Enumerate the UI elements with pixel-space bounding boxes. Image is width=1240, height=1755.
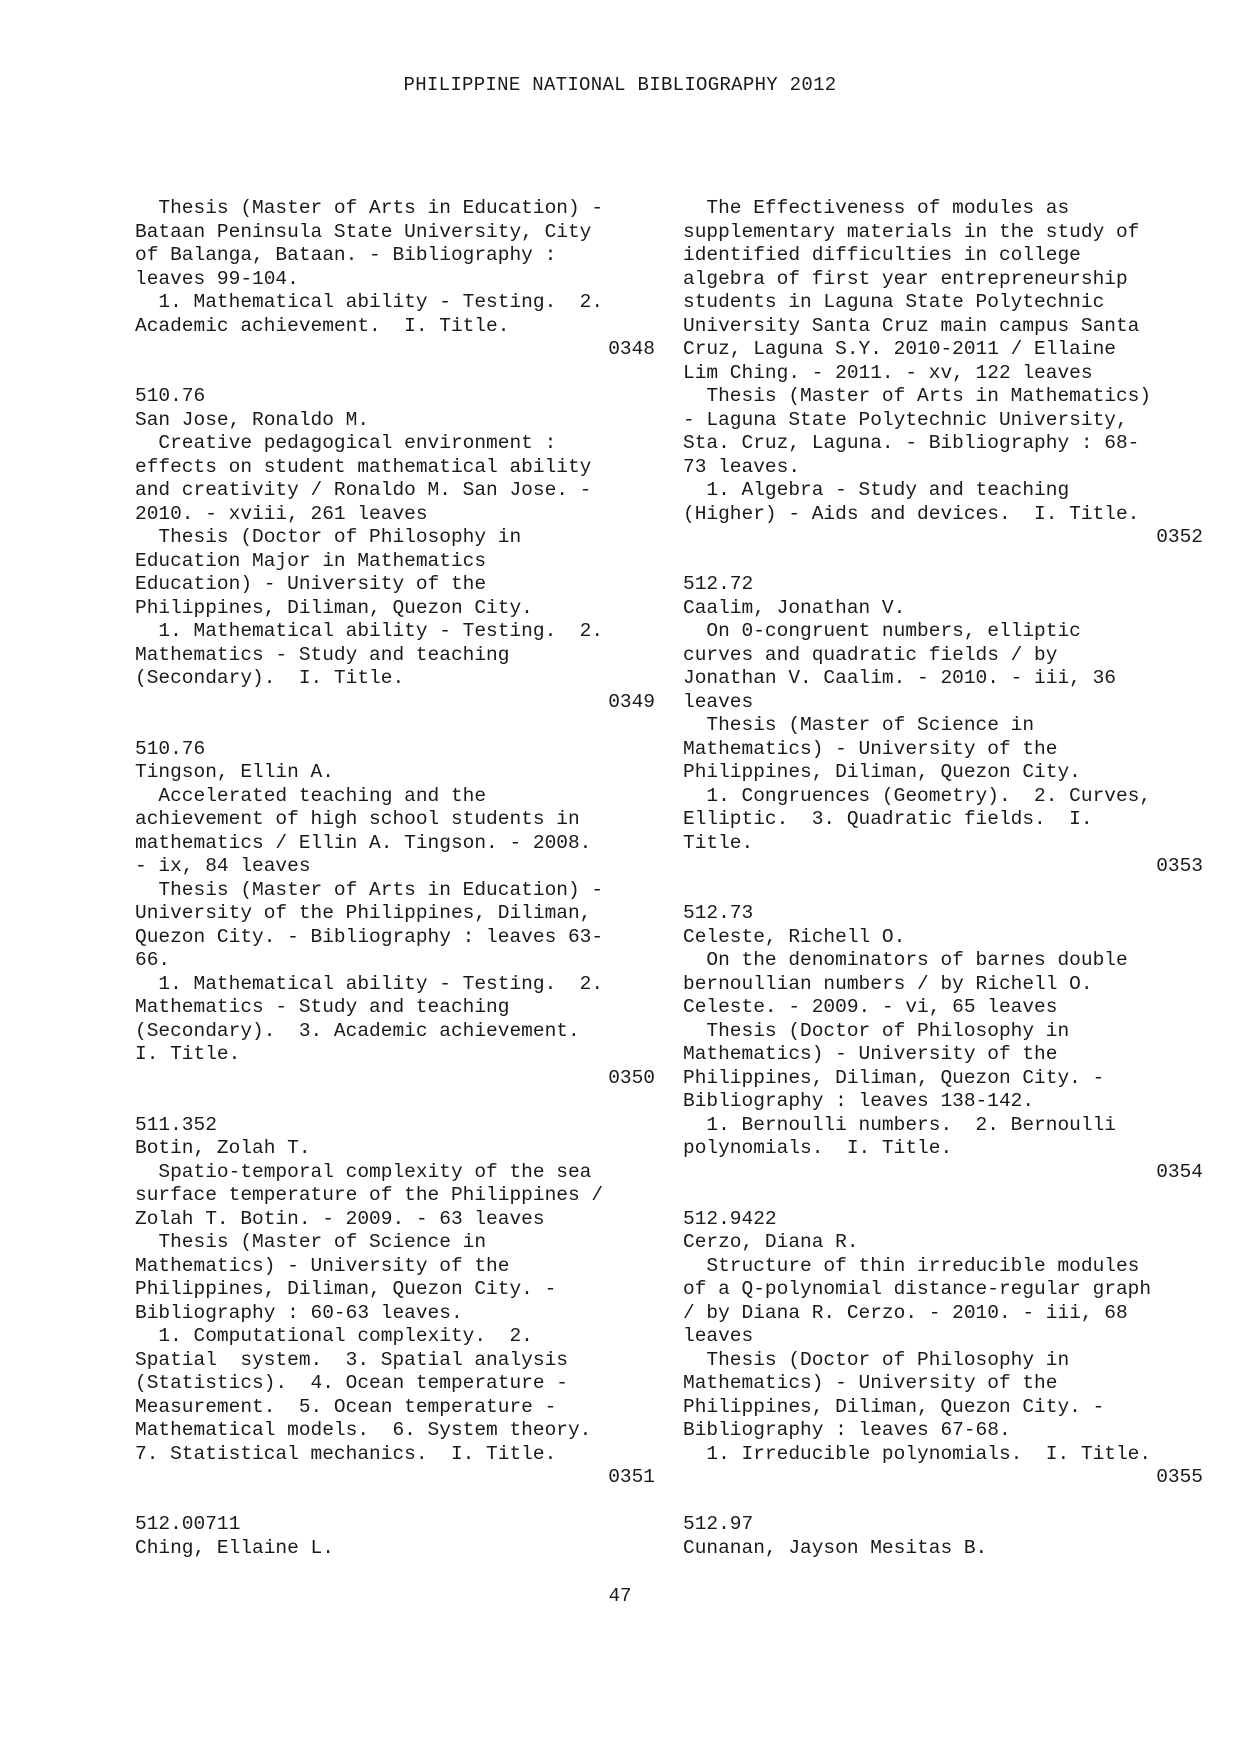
entry-line: Philippines, Diliman, Quezon City. -: [683, 1066, 1105, 1089]
entry-line: Cunanan, Jayson Mesitas B.: [683, 1536, 988, 1559]
entry-line: 1. Irreducible polynomials. I. Title.: [683, 1442, 1152, 1465]
entry-line: 512.72: [683, 573, 754, 595]
entry-line: / by Diana R. Cerzo. - 2010. - iii, 68: [683, 1301, 1128, 1324]
entry-line: curves and quadratic fields / by: [683, 643, 1058, 666]
blank-line: [135, 362, 655, 386]
entry-line: Sta. Cruz, Laguna. - Bibliography : 68-: [683, 432, 1140, 454]
record-number: 0348: [608, 338, 655, 360]
entry-line: 73 leaves.: [683, 455, 801, 478]
entry-line: surface temperature of the Philippines /: [135, 1184, 604, 1206]
entry-line: 512.9422: [683, 1207, 777, 1230]
entry-line: 1. Mathematical ability - Testing. 2.: [135, 972, 604, 995]
entry-line: Mathematics - Study and teaching: [135, 996, 510, 1018]
entry-line: achievement of high school students in: [135, 808, 580, 830]
entry-line: identified difficulties in college: [683, 244, 1081, 266]
entry-line: 512.97: [683, 1513, 754, 1535]
entry-line: (Higher) - Aids and devices. I. Title.: [683, 502, 1140, 525]
entry-line: of Balanga, Bataan. - Bibliography :: [135, 244, 557, 266]
entry-line: San Jose, Ronaldo M.: [135, 408, 370, 431]
entry-line: Education Major in Mathematics: [135, 549, 487, 572]
blank-line: [135, 714, 655, 738]
record-number: 0351: [608, 1466, 655, 1488]
entry-line: Measurement. 5. Ocean temperature -: [135, 1395, 557, 1418]
entry-line: - Laguna State Polytechnic University,: [683, 408, 1128, 431]
blank-line: [683, 879, 1203, 903]
entry-line: Mathematics - Study and teaching: [135, 643, 510, 666]
entry-line: polynomials. I. Title.: [683, 1137, 953, 1159]
entry-line: Philippines, Diliman, Quezon City.: [135, 596, 533, 619]
page-number: 47: [608, 1585, 632, 1607]
entry-line: 1. Bernoulli numbers. 2. Bernoulli: [683, 1113, 1116, 1136]
entry-line: bernoullian numbers / by Richell O.: [683, 972, 1093, 995]
entry-line: University of the Philippines, Diliman,: [135, 902, 592, 924]
entry-line: Thesis (Master of Arts in Mathematics): [683, 385, 1152, 407]
entry-line: Elliptic. 3. Quadratic fields. I.: [683, 808, 1093, 830]
entry-line: On 0-congruent numbers, elliptic: [683, 620, 1081, 642]
entry-line: Celeste. - 2009. - vi, 65 leaves: [683, 996, 1058, 1018]
entry-line: 1. Algebra - Study and teaching: [683, 479, 1070, 501]
entry-line: 512.73: [683, 902, 754, 924]
entry-line: Zolah T. Botin. - 2009. - 63 leaves: [135, 1207, 545, 1230]
entry-line: algebra of first year entrepreneurship: [683, 267, 1128, 290]
entry-line: Thesis (Doctor of Philosophy in: [683, 1019, 1070, 1042]
entry-line: Structure of thin irreducible modules: [683, 1254, 1140, 1277]
entry-line: Thesis (Doctor of Philosophy in: [683, 1348, 1070, 1371]
record-number: 0353: [1156, 855, 1203, 877]
entry-line: Mathematics) - University of the: [683, 1043, 1058, 1065]
entry-line: Bataan Peninsula State University, City: [135, 220, 592, 243]
entry-line: On the denominators of barnes double: [683, 949, 1128, 971]
entry-line: Academic achievement. I. Title.: [135, 314, 510, 337]
entry-line: leaves: [683, 1325, 754, 1347]
entry-line: of a Q-polynomial distance-regular graph: [683, 1278, 1152, 1300]
entry-line: 7. Statistical mechanics. I. Title.: [135, 1442, 557, 1465]
entry-line: (Statistics). 4. Ocean temperature -: [135, 1372, 568, 1394]
record-number: 0355: [1156, 1466, 1203, 1488]
blank-line: [135, 1490, 655, 1514]
entry-line: 2010. - xviii, 261 leaves: [135, 502, 428, 525]
entry-line: Botin, Zolah T.: [135, 1137, 311, 1159]
entry-line: Title.: [683, 831, 754, 854]
entry-line: Thesis (Master of Science in: [135, 1231, 487, 1253]
entry-line: Philippines, Diliman, Quezon City.: [683, 761, 1081, 783]
entry-line: Celeste, Richell O.: [683, 925, 906, 948]
record-number: 0354: [1156, 1160, 1203, 1183]
entry-line: Philippines, Diliman, Quezon City. -: [135, 1278, 557, 1300]
entry-line: Thesis (Master of Arts in Education) -: [135, 197, 604, 219]
entry-line: Creative pedagogical environment :: [135, 432, 557, 454]
entry-line: Cerzo, Diana R.: [683, 1231, 859, 1253]
entry-line: leaves: [683, 690, 754, 713]
entry-line: - ix, 84 leaves: [135, 855, 311, 877]
entry-line: 1. Mathematical ability - Testing. 2.: [135, 620, 604, 642]
running-head: PHILIPPINE NATIONAL BIBLIOGRAPHY 2012: [403, 74, 837, 96]
entry-line: Tingson, Ellin A.: [135, 761, 334, 783]
entry-line: Caalim, Jonathan V.: [683, 596, 906, 619]
entry-line: supplementary materials in the study of: [683, 220, 1140, 243]
entry-line: 66.: [135, 949, 171, 971]
blank-line: [683, 1490, 1203, 1514]
entry-line: (Secondary). I. Title.: [135, 667, 405, 689]
entry-line: and creativity / Ronaldo M. San Jose. -: [135, 479, 592, 501]
entry-line: 510.76: [135, 385, 206, 407]
entry-line: 1. Computational complexity. 2.: [135, 1325, 533, 1347]
entry-line: Mathematics) - University of the: [135, 1254, 510, 1277]
entry-line: 1. Mathematical ability - Testing. 2.: [135, 291, 604, 313]
entry-line: effects on student mathematical ability: [135, 455, 592, 478]
entry-line: students in Laguna State Polytechnic: [683, 291, 1105, 313]
entry-line: Philippines, Diliman, Quezon City. -: [683, 1395, 1105, 1418]
entry-line: (Secondary). 3. Academic achievement.: [135, 1019, 580, 1042]
entry-line: Thesis (Master of Science in: [683, 714, 1035, 736]
entry-line: Mathematics) - University of the: [683, 1372, 1058, 1394]
blank-line: [135, 1090, 655, 1114]
entry-line: Lim Ching. - 2011. - xv, 122 leaves: [683, 361, 1093, 384]
entry-line: 510.76: [135, 737, 206, 760]
entry-line: Cruz, Laguna S.Y. 2010-2011 / Ellaine: [683, 338, 1116, 360]
entry-line: Spatio-temporal complexity of the sea: [135, 1160, 592, 1183]
blank-line: [683, 1184, 1203, 1208]
entry-line: Bibliography : 60-63 leaves.: [135, 1301, 463, 1324]
record-number: 0350: [608, 1066, 655, 1089]
record-number: 0349: [608, 690, 655, 713]
entry-line: The Effectiveness of modules as: [683, 197, 1070, 219]
entry-line: Jonathan V. Caalim. - 2010. - iii, 36: [683, 667, 1116, 689]
entry-line: Mathematics) - University of the: [683, 737, 1058, 760]
record-number: 0352: [1156, 526, 1203, 548]
entry-line: leaves 99-104.: [135, 267, 299, 290]
entry-line: Thesis (Master of Arts in Education) -: [135, 878, 604, 901]
entry-line: Spatial system. 3. Spatial analysis: [135, 1348, 568, 1371]
blank-line: [683, 550, 1203, 574]
entry-line: Quezon City. - Bibliography : leaves 63-: [135, 925, 604, 948]
left-column: [135, 197, 655, 1560]
entry-line: Bibliography : leaves 138-142.: [683, 1090, 1035, 1112]
entry-line: Thesis (Doctor of Philosophy in: [135, 526, 522, 548]
entry-line: 1. Congruences (Geometry). 2. Curves,: [683, 784, 1152, 807]
entry-line: Education) - University of the: [135, 573, 487, 595]
entry-line: 512.00711: [135, 1513, 241, 1535]
entry-line: I. Title.: [135, 1043, 241, 1065]
right-column: [683, 197, 1203, 1560]
entry-line: mathematics / Ellin A. Tingson. - 2008.: [135, 831, 592, 854]
entry-line: University Santa Cruz main campus Santa: [683, 314, 1140, 337]
entry-line: 511.352: [135, 1113, 217, 1136]
entry-line: Bibliography : leaves 67-68.: [683, 1419, 1011, 1441]
entry-line: Mathematical models. 6. System theory.: [135, 1419, 592, 1441]
entry-line: Accelerated teaching and the: [135, 784, 487, 807]
entry-line: Ching, Ellaine L.: [135, 1536, 334, 1559]
